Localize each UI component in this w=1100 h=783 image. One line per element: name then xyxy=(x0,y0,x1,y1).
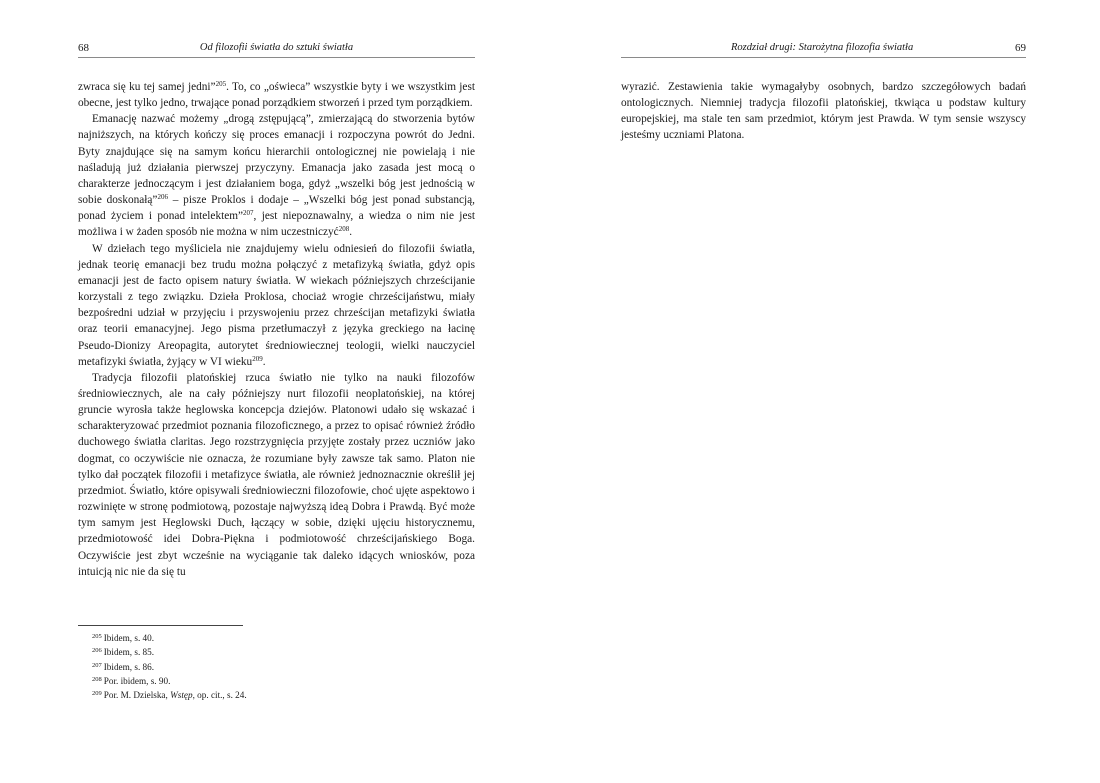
footnotes xyxy=(92,631,475,702)
body-text xyxy=(78,79,475,580)
footnote xyxy=(92,645,475,659)
footnote-number: 209 xyxy=(92,690,102,698)
text-run: . xyxy=(349,226,353,239)
text-run: . To, co „oświeca” wszystkie byty i we wszystkim jest obecne, jest tylko jedno, trwające ponad porządkiem stworzeń i przed tym porządkiem. xyxy=(78,81,475,110)
footnote-text: , op. cit., s. 24. xyxy=(192,690,247,701)
footnote-ref: 206 xyxy=(157,193,168,202)
running-head-title: Rozdział drugi: Starożytna filozofia światła xyxy=(731,42,914,53)
text-run: Emanację nazwać możemy „drogą zstępującą”, zmierzającą do stworzenia bytów najniższych, na których kończy się proces emanacji i rozpoczyna powrót do Jedni. Byty znajdujące się na samym końcu hierarchii ontologicznej nie powielają i nie naśladują już działania pierwszej przyczyny. Emanacja jako zasada jest mocą o charakterze jednoczącym i jest działaniem boga, gdyż „wszelki bóg jest jednością w sobie doskonałą” xyxy=(78,113,475,207)
footnote xyxy=(92,631,475,645)
paragraph xyxy=(621,79,1026,144)
running-header xyxy=(78,41,475,55)
footnote-ref: 205 xyxy=(215,80,227,88)
running-head-title: Od filozofii światła do sztuki światła xyxy=(199,42,354,53)
header-rule xyxy=(621,57,1026,58)
text-run: wyrazić. Zestawienia takie wymagałyby osobnych, bardzo szczegółowych badań ontologicznych. Niemniej tradycja filozofii platońskiej, tkwiąca u podstaw kultury europejskiej, ma stale ten sam przedmiot, którym jest Prawda. W tym sensie wszyscy jesteśmy uczniami Platona. xyxy=(621,81,1026,142)
footnote xyxy=(92,688,475,702)
text-run: , jest niepoznawalny, a wiedza o nim nie jest możliwa i w żaden sposób nie można w nim uczestniczyć xyxy=(78,210,475,239)
header-rule xyxy=(78,57,475,58)
footnote-title: Wstęp xyxy=(170,690,193,701)
text-run: Tradycja filozofii platońskiej rzuca światło nie tylko na nauki filozofów średniowiecznych, ale na cały późniejszy nurt filozofii neoplatońskiej, na której gruncie wyrosła także heglowska koncepcja dziejów. Platonowi udało się wskazać i scharakteryzować przedmiot poznania filozoficznego, a przez to opisać również źródło duchowego światła claritas. Jego rozstrzygnięcia przyjęte zostały przez uczniów jako dogmat, co oczywiście nie oznacza, że rozumiane były zawsze tak samo. Platon nie tylko dał początek filozofii i metafizyce światła, ale również jednoznacznie określił jej przedmiot. Światło, które opisywali średniowieczni filozofowie, choć ujęte aspektowo i rozwinięte w stronę podmiotową, pozostaje najwyższą ideą Dobra i Prawdą. Być może tym samym jest Heglowski Duch, łączący w sobie, dzięki ujęciu historycznemu, przedmiotowość idei Dobra-Piękna i podmiotowość chrześcijańskiego Boga. Oczywiście jest zbyt wcześnie na wyciąganie tak daleko idących wniosków, poza intuicją nic nie da się tu xyxy=(78,371,475,578)
page-number: 68 xyxy=(78,42,89,54)
body-text xyxy=(621,79,1026,144)
footnote-ref: 207 xyxy=(243,209,254,218)
page-number: 69 xyxy=(1015,42,1026,54)
paragraph xyxy=(78,370,475,580)
footnote-separator xyxy=(78,625,243,626)
footnote-text: Ibidem, s. 85. xyxy=(103,647,155,658)
footnote-text: Ibidem, s. 86. xyxy=(103,661,155,672)
footnote-ref: 209 xyxy=(252,354,263,363)
footnote-ref: 208 xyxy=(338,225,350,234)
paragraph xyxy=(78,241,475,370)
text-run: zwraca się ku tej samej jedni” xyxy=(78,81,216,93)
text-run: – pisze Proklos i dodaje – „Wszelki bóg jest ponad substancją, ponad życiem i ponad intelektem” xyxy=(78,194,475,223)
running-header xyxy=(621,41,1026,55)
footnote xyxy=(92,660,475,674)
footnote-number: 207 xyxy=(92,661,102,669)
footnote-number: 208 xyxy=(92,675,102,683)
paragraph xyxy=(78,79,475,111)
footnote-text: Ibidem, s. 40. xyxy=(103,633,155,643)
text-run: . xyxy=(262,355,266,368)
footnote xyxy=(92,674,475,688)
footnote-text: Por. M. Dzielska, xyxy=(103,690,171,701)
footnote-text: Por. ibidem, s. 90. xyxy=(103,675,171,686)
footnote-number: 206 xyxy=(92,647,102,655)
text-run: W dziełach tego myśliciela nie znajdujemy wielu odniesień do filozofii światła, jednak teorię emanacji bez trudu można połączyć z metafizyką światła, gdyż opis emanacji jest de facto opisem natury światła. W wiekach późniejszych chrześcijanie korzystali z tego związku. Dzieła Proklosa, chociaż wrogie chrześcijaństwu, miały bezpośredni udział w przyjęciu i przyswojeniu przez chrześcijan metafizyki światła oraz teorii emanacyjnej. Jego pisma przetłumaczył z języka greckiego na łacinę Pseudo-Dionizy Areopagita, autorytet średniowiecznej teologii, wielki nauczyciel metafizyki światła, żyjący w VI wieku xyxy=(78,242,475,368)
paragraph xyxy=(78,111,475,240)
footnote-number: 205 xyxy=(92,633,102,640)
